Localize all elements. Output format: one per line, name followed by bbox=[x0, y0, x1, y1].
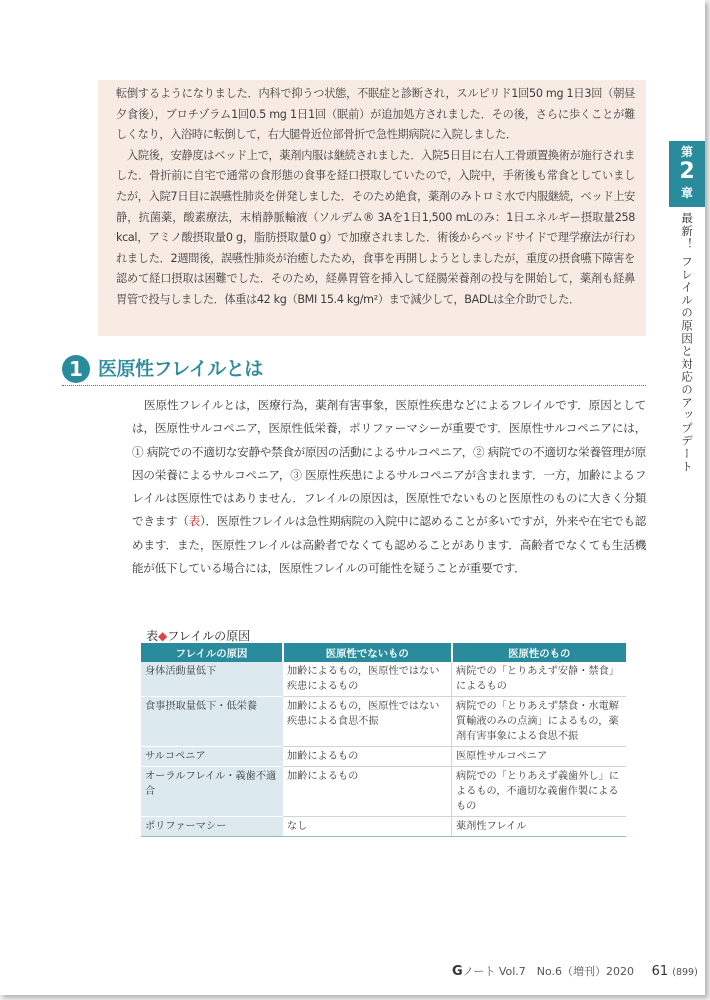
table-cell-cause: 身体活動量低下 bbox=[141, 662, 283, 697]
chapter-side-title: 最新！ フレイルの原因と対応のアップデート bbox=[680, 212, 694, 473]
chapter-prefix: 第 bbox=[680, 145, 693, 159]
table-cell-iatrogenic: 医原性サルコペニア bbox=[452, 747, 627, 767]
table-cell-non-iatrogenic: 加齢によるもの，医原性ではない疾患による食思不振 bbox=[283, 697, 452, 747]
table-cell-iatrogenic: 病院での「とりあえず安静・禁食」によるもの bbox=[452, 662, 627, 697]
table-cell-cause: オーラルフレイル・義歯不適合 bbox=[141, 767, 283, 817]
page-total: (899) bbox=[672, 967, 698, 978]
section-heading bbox=[62, 355, 646, 386]
case-report-box bbox=[98, 80, 646, 336]
chapter-tab bbox=[669, 141, 705, 207]
case-paragraph-2: 入院後，安静度はベッド上で，薬剤内服は継続されました．入院5日目に右人工骨頭置換術が施行されました．骨折前に自宅で通常の食形態の食事を経口摂取していたので，入院中，手術後も常食としていましたが，入院7日目に誤嚥性肺炎を併発しました．そのため絶食，薬剤のみトロミ水で内服継続，ベッド上安静，抗菌薬，酸素療法，末梢静脈輸液（ソルデム® 3Aを1日1,500 mLのみ：1日エネルギー摂取量258 kcal，アミノ酸摂取量0 g，脂肪摂取量0 g）で加療されました．術後からベッドサイドで理学療法が行われました．2週間後，誤嚥性肺炎が治癒したため，食事を再開しようとしましたが，重度の摂食嚥下障害を認めて経口摂取は困難でした．そのため，経鼻胃管を挿入して経腸栄養剤の投与を開始して，薬剤も経鼻胃管で投与しました．体重は42 kg（BMI 15.4 kg/m²）まで減少して，BADLは全介助でした． bbox=[116, 148, 635, 306]
body-text-part-2: ）．医原性フレイルは急性期病院の入院中に認めることが多いですが，外来や在宅でも認めます．また，医原性フレイルは高齢者でなくても認めることがあります．高齢者でなくても生活機能が低下している場合には，医原性フレイルの可能性を疑うことが重要です． bbox=[132, 514, 646, 576]
journal-logo-g: G bbox=[452, 964, 463, 979]
journal-volume: Vol.7 No.6（増刊）2020 bbox=[498, 965, 635, 978]
table-row bbox=[141, 767, 626, 817]
table-caption-text: フレイルの原因 bbox=[167, 629, 251, 643]
chapter-number: 2 bbox=[679, 159, 695, 184]
section-number-badge: 1 bbox=[62, 355, 90, 383]
table-row bbox=[141, 747, 626, 767]
frailty-causes-table bbox=[141, 643, 626, 837]
table-row bbox=[141, 662, 626, 697]
journal-name: ノート bbox=[462, 965, 496, 978]
table-cell-iatrogenic: 病院での「とりあえず義歯外し」によるもの，不適切な義歯作製によるもの bbox=[452, 767, 627, 817]
table-cell-non-iatrogenic: 加齢によるもの bbox=[283, 767, 452, 817]
table-cell-non-iatrogenic: 加齢によるもの，医原性ではない疾患によるもの bbox=[283, 662, 452, 697]
body-paragraph bbox=[132, 394, 646, 580]
body-text-part-1: 医原性フレイルとは，医療行為，薬剤有害事象，医原性疾患などによるフレイルです．原因としては，医原性サルコペニア，医原性低栄養，ポリファーマシーが重要です．医原性サルコペニアには，① 病院での不適切な安静や禁食が原因の活動によるサルコペニア，② 病院での不適切な栄養管理が原因の栄養によるサルコペニア，③ 医原性疾患によるサルコペニアが含まれます．一方，加齢によるフレイルは医原性ではありません．フレイルの原因は，医原性でないものと医原性のものに大きく分類できます（ bbox=[132, 398, 646, 529]
page-number bbox=[652, 964, 698, 979]
chapter-suffix: 章 bbox=[680, 186, 693, 200]
table-header-row bbox=[141, 643, 626, 662]
case-paragraph-1: 転倒するようになりました．内科で抑うつ状態，不眠症と診断され，スルピリド1回50 mg 1日3回（朝昼夕食後），ブロチゾラム1回0.5 mg 1日1回（眠前）が追加処方されました．その後，さらに歩くことが難しくなり，入浴時に転倒して，右大腿骨近位部骨折で急性期病院に入院しました． bbox=[116, 87, 635, 142]
page-number-value: 61 bbox=[651, 964, 669, 979]
table-row bbox=[141, 817, 626, 837]
header-non-iatrogenic: 医原性でないもの bbox=[283, 643, 452, 662]
table-cell-iatrogenic: 薬剤性フレイル bbox=[452, 817, 627, 837]
table-cell-cause: サルコペニア bbox=[141, 747, 283, 767]
table-caption-prefix: 表 bbox=[146, 629, 159, 643]
table-row bbox=[141, 697, 626, 747]
header-iatrogenic: 医原性のもの bbox=[452, 643, 627, 662]
section-title: 医原性フレイルとは bbox=[98, 358, 263, 380]
table-cell-non-iatrogenic: 加齢によるもの bbox=[283, 747, 452, 767]
table-cell-cause: 食事摂取量低下・低栄養 bbox=[141, 697, 283, 747]
header-cause: フレイルの原因 bbox=[141, 643, 283, 662]
table-reference-link[interactable]: 表 bbox=[188, 514, 200, 529]
table-caption bbox=[146, 627, 250, 644]
table-cell-non-iatrogenic: なし bbox=[283, 817, 452, 837]
page-footer bbox=[452, 963, 698, 979]
table-cell-cause: ポリファーマシー bbox=[141, 817, 283, 837]
diamond-icon: ◆ bbox=[158, 629, 168, 643]
table-cell-iatrogenic: 病院での「とりあえず禁食・水電解質輸液のみの点滴」によるもの，薬剤有害事象による食思不振 bbox=[452, 697, 627, 747]
